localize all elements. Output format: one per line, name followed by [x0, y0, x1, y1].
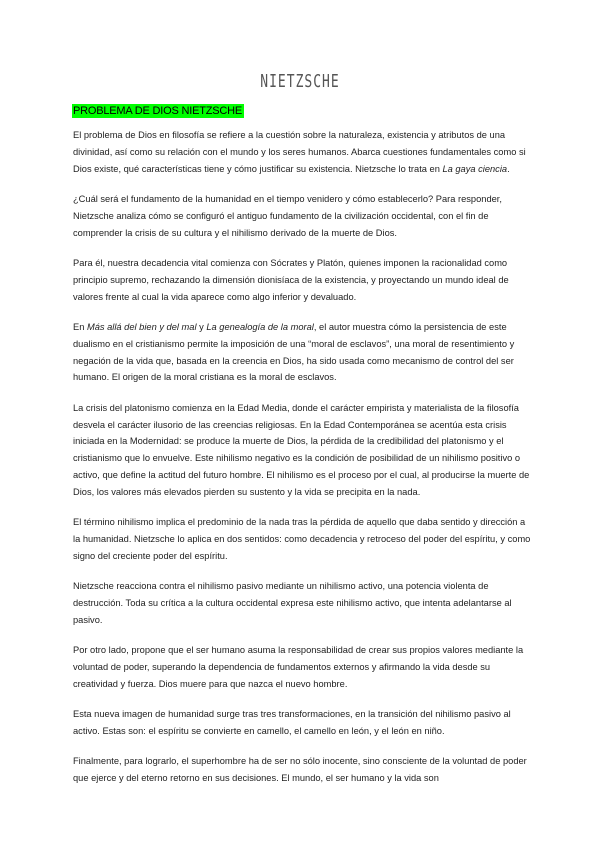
paragraph-text: El problema de Dios en filosofía se refiere a la cuestión sobre la naturaleza, existencia y atributos de una divinidad, así como su relación con el mundo y los seres humanos. Abarca cuestiones fundamentales como si Dios existe, qué características tiene y cómo justificar su existencia. Nietzsche lo trata en — [73, 130, 526, 174]
paragraph-superhombre: Finalmente, para lograrlo, el superhombre ha de ser no sólo inocente, sino consciente de la voluntad de poder que ejerce y del eterno retorno en sus decisiones. El mundo, el ser humano y la vida son — [73, 756, 527, 784]
document-body — [73, 127, 535, 800]
book-title-genealogia: La genealogía de la moral — [206, 321, 314, 332]
paragraph-transformaciones: Esta nueva imagen de humanidad surge tras tres transformaciones, en la transición del nihilismo pasivo al activo. Estas son: el espíritu se convierte en camello, el camello en león, y el león en niño. — [73, 709, 511, 736]
section-heading-wrapper — [72, 101, 244, 119]
paragraph-text: , el autor muestra cómo la persistencia de este dualismo en el cristianismo permite la imposición de una “moral de esclavos”, una moral de resentimiento y negación de la vida que, basada en la creencia en Dios, ha sido usada como mecanismo de control del ser humano. El origen de la moral cristiana es la moral de esclavos. — [73, 321, 515, 383]
paragraph-nihilismo-activo: Nietzsche reacciona contra el nihilismo pasivo mediante un nihilismo activo, una potencia violenta de destrucción. Toda su crítica a la cultura occidental expresa este nihilismo activo, que intenta adelantarse al pasivo. — [73, 581, 512, 625]
paragraph-crisis-platonismo: La crisis del platonismo comienza en la Edad Media, donde el carácter empirista y materialista de la filosofía desvela el carácter ilusorio de las creencias religiosas. En la Edad Contemporánea se acentúa esta crisis iniciada en la Modernidad: se produce la muerte de Dios, la pérdida de la credibilidad del platonismo y el cristianismo que lo envuelve. Este nihilismo negativo es la condición de posibilidad de un nihilismo positivo o activo, que define la actitud del futuro hombre. El nihilismo es el proceso por el cual, al producirse la muerte de Dios, los valores más elevados pierden su sustento y la vida se precipita en la nada. — [73, 402, 530, 497]
book-title-mas-alla: Más allá del bien y del mal — [86, 321, 197, 332]
document-title: NIETZSCHE — [260, 72, 340, 93]
paragraph-text: . — [507, 163, 510, 174]
paragraph-text: En — [73, 321, 87, 332]
section-heading: PROBLEMA DE DIOS NIETZSCHE — [73, 105, 243, 117]
book-title-la-gaya-ciencia: La gaya ciencia — [442, 163, 508, 174]
paragraph-fundamento: ¿Cuál será el fundamento de la humanidad en el tiempo venidero y cómo establecerlo? Para responder, Nietzsche analiza cómo se configuró el antiguo fundamento de la civilización occidental, con el fin de comprender la crisis de su cultura y el nihilismo derivado de la muerte de Dios. — [73, 193, 502, 238]
paragraph-nihilismo-termino: El término nihilismo implica el predominio de la nada tras la pérdida de aquello que daba sentido y dirección a la humanidad. Nietzsche lo aplica en dos sentidos: como decadencia y retroceso del poder del espíritu, y como signo del creciente poder del espíritu. — [73, 517, 531, 561]
paragraph-decadencia: Para él, nuestra decadencia vital comienza con Sócrates y Platón, quienes imponen la racionalidad como principio supremo, rechazando la dimensión dionisíaca de la existencia, y proyectando un mundo ideal de valores frente al cual la vida aparece como algo inferior y devaluado. — [73, 257, 509, 302]
paragraph-intro — [73, 127, 535, 177]
paragraph-nuevos-valores: Por otro lado, propone que el ser humano asuma la responsabilidad de crear sus propios valores mediante la voluntad de poder, superando la dependencia de fundamentos externos y afirmando la vida desde su creatividad y fuerza. Dios muere para que nazca el nuevo hombre. — [73, 645, 524, 689]
paragraph-moral-esclavos — [73, 319, 535, 386]
paragraph-text: y — [196, 321, 207, 332]
